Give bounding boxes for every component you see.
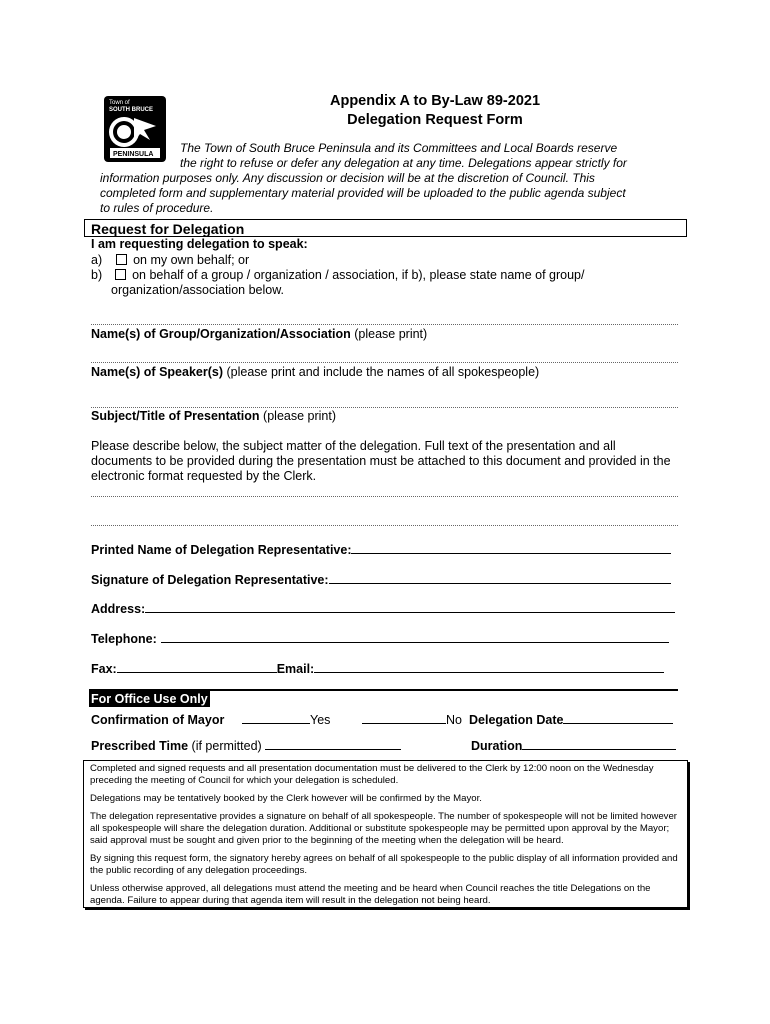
delegation-date-field[interactable] — [563, 723, 673, 724]
option-b-checkbox[interactable] — [115, 269, 126, 280]
group-name-hint: (please print) — [354, 327, 428, 341]
prescribed-time-field[interactable] — [265, 749, 401, 750]
group-name-field[interactable] — [91, 324, 678, 325]
describe-paragraph — [91, 439, 691, 484]
option-a-letter: a) — [91, 253, 103, 267]
option-b — [91, 268, 584, 283]
address-field[interactable] — [145, 612, 675, 613]
printed-name-field[interactable] — [351, 553, 671, 554]
notice-paragraph: Completed and signed requests and all presentation documentation must be delivered to the Clerk by 12:00 noon on the Wednesday preceding the meeting of Council for which your delegation is scheduled. — [90, 763, 654, 786]
subject-hint: (please print) — [263, 409, 336, 423]
confirmation-label: Confirmation of Mayor — [91, 713, 225, 727]
fax-field[interactable] — [117, 672, 277, 673]
notice-paragraph: By signing this request form, the signatory hereby agrees on behalf of all spokespeople to the public display of all information provided and the public recording of any delegation proceedings. — [90, 853, 678, 876]
description-line-1[interactable] — [91, 496, 678, 497]
intro-line: the right to refuse or defer any delegation at any time. Delegations appear strictly for — [180, 156, 627, 170]
logo-text-bottom: PENINSULA — [113, 151, 154, 158]
document-title: Appendix A to By-Law 89-2021 — [329, 93, 541, 109]
option-a-checkbox[interactable] — [116, 254, 127, 265]
describe-line: electronic format requested by the Clerk. — [91, 469, 317, 483]
no-label: No — [446, 713, 462, 727]
group-name-label-row — [91, 327, 427, 342]
yes-option — [242, 713, 330, 728]
address-label: Address: — [91, 602, 146, 616]
intro-line: The Town of South Bruce Peninsula and its Committees and Local Boards reserve — [180, 141, 618, 155]
intro-line: to rules of procedure. — [100, 201, 214, 215]
speaker-names-label: Name(s) of Speaker(s) — [91, 365, 223, 379]
email-label: Email: — [276, 662, 315, 676]
office-use-header: For Office Use Only — [91, 692, 208, 706]
telephone-label: Telephone: — [91, 632, 157, 646]
speak-label: I am requesting delegation to speak: — [91, 237, 308, 251]
option-a — [91, 253, 249, 268]
notice-paragraph: Delegations may be tentatively booked by the Clerk however will be confirmed by the Mayor. — [90, 793, 482, 804]
prescribed-time-row — [91, 739, 401, 754]
option-a-label: on my own behalf; or — [133, 253, 250, 267]
subject-label-row — [91, 409, 336, 424]
signature-field[interactable] — [329, 583, 671, 584]
description-line-2[interactable] — [91, 525, 678, 526]
printed-name-row — [91, 543, 671, 558]
speaker-names-label-row — [91, 365, 539, 380]
telephone-field[interactable] — [161, 642, 669, 643]
yes-label: Yes — [310, 713, 331, 727]
duration-field[interactable] — [522, 749, 676, 750]
no-option — [362, 713, 462, 728]
notice-paragraph: The delegation representative provides a signature on behalf of all spokespeople. The number of spokespeople will not be limited however all spokespeople will share the delegation duration. Additional or substitute spokespeople may be permitted upon approval by the Mayor; said approval must be sought and given prior to the beginning of the meeting when the delegation will be heard. — [90, 811, 678, 846]
speaker-names-hint: (please print and include the names of all spokespeople) — [226, 365, 540, 379]
fax-label: Fax: — [91, 662, 117, 676]
prescribed-time-hint: (if permitted) — [191, 739, 262, 753]
delegation-date-label: Delegation Date — [469, 713, 564, 727]
prescribed-time-label: Prescribed Time — [91, 739, 189, 753]
email-field[interactable] — [314, 672, 664, 673]
delegation-date-row — [469, 713, 673, 728]
telephone-row — [91, 632, 669, 647]
describe-line: documents to be provided during the presentation must be attached to this document and provided in the — [91, 454, 671, 468]
option-b-label: on behalf of a group / organization / association, if b), please state name of group/ — [132, 268, 585, 282]
speaker-names-field[interactable] — [91, 362, 678, 363]
subject-label: Subject/Title of Presentation — [91, 409, 260, 423]
notice-box — [83, 760, 688, 908]
duration-label: Duration — [471, 739, 523, 753]
address-row — [91, 602, 675, 617]
logo-text-middle: SOUTH BRUCE — [109, 107, 154, 113]
describe-line: Please describe below, the subject matter of the delegation. Full text of the presentation and all — [91, 439, 616, 453]
intro-line: information purposes only. Any discussion or decision will be at the discretion of Council. This — [100, 171, 595, 185]
option-b-continued: organization/association below. — [111, 283, 285, 297]
printed-name-label: Printed Name of Delegation Representative: — [91, 543, 352, 557]
notice-paragraph: Unless otherwise approved, all delegations must attend the meeting and be heard when Council reaches the title Delegations on the agenda. Failure to appear during that agenda item will result in the delegation not being heard. — [90, 883, 651, 906]
logo-text-top: Town of — [109, 100, 130, 106]
no-field[interactable] — [362, 723, 446, 724]
subject-field[interactable] — [91, 407, 678, 408]
section-header-request: Request for Delegation — [84, 219, 687, 237]
option-b-letter: b) — [91, 268, 103, 282]
fax-email-row — [91, 662, 664, 677]
yes-field[interactable] — [242, 723, 310, 724]
duration-row — [471, 739, 676, 754]
signature-label: Signature of Delegation Representative: — [91, 573, 329, 587]
signature-row — [91, 573, 671, 588]
intro-line: completed form and supplementary material provided will be uploaded to the public agenda subject — [100, 186, 626, 200]
intro-paragraph — [100, 141, 660, 216]
group-name-label: Name(s) of Group/Organization/Association — [91, 327, 351, 341]
document-subtitle: Delegation Request Form — [347, 112, 523, 128]
